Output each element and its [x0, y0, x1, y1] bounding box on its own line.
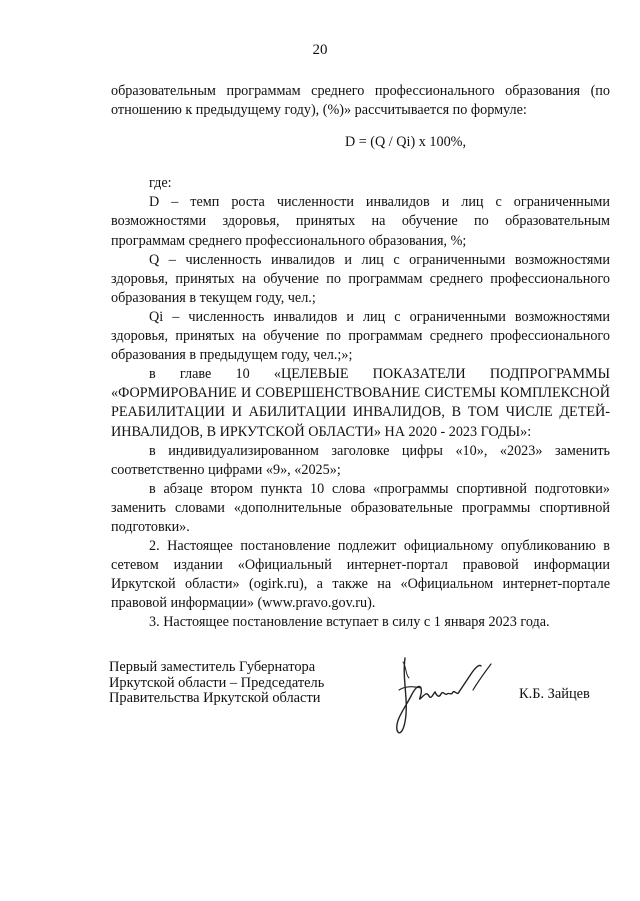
- paragraph-continuation: образовательным программам среднего профессионального образования (по отношению к предыдущему году), (%)» рассчитывается по формуле:: [111, 83, 610, 119]
- handwritten-signature: [375, 650, 515, 740]
- signer-name: К.Б. Зайцев: [519, 686, 590, 702]
- formula: D = (Q / Qi) х 100%,: [344, 134, 467, 151]
- paragraph-where: где:: [149, 175, 172, 192]
- definition-qi: Qi – численность инвалидов и лиц с ограниченными возможностями здоровья, принятых на обучение по программам среднего профессионального образования в предыдущем году, чел.;»;: [111, 308, 610, 364]
- signatory-title-line: Правительства Иркутской области: [109, 690, 321, 707]
- paragraph-chapter-10: в главе 10 «ЦЕЛЕВЫЕ ПОКАЗАТЕЛИ ПОДПРОГРАММЫ «ФОРМИРОВАНИЕ И СОВЕРШЕНСТВОВАНИЕ СИСТЕМЫ КОМПЛЕКСНОЙ РЕАБИЛИТАЦИИ И АБИЛИТАЦИИ ИНВАЛИДОВ, В ТОМ ЧИСЛЕ ДЕТЕЙ-ИНВАЛИДОВ, В ИРКУТСКОЙ ОБЛАСТИ» НА 2020 - 2023 ГОДЫ»:: [111, 366, 610, 440]
- signatory-title-line: Иркутской области – Председатель: [109, 674, 325, 691]
- signatory-title-line: Первый заместитель Губернатора: [109, 659, 316, 675]
- definition-q: Q – численность инвалидов и лиц с ограниченными возможностями здоровья, принятых на обучение по программам среднего профессионального образования в текущем году, чел.;: [111, 251, 610, 306]
- paragraph-heading-change: в индивидуализированном заголовке цифры «10», «2023» заменить соответственно цифрами «9», «2025»;: [111, 442, 610, 478]
- paragraph-effective-date: 3. Настоящее постановление вступает в силу с 1 января 2023 года.: [149, 614, 550, 631]
- paragraph-item-10-change: в абзаце втором пункта 10 слова «программы спортивной подготовки» заменить словами «дополнительные образовательные программы спортивной подготовки».: [111, 480, 610, 535]
- paragraph-publication: 2. Настоящее постановление подлежит официальному опубликованию в сетевом издании «Официальный интернет-портал правовой информации Иркутской области» (ogirk.ru), а также на «Официальном интернет-портале правовой информации» (www.pravo.gov.ru).: [111, 538, 610, 612]
- signatory-title: [109, 660, 349, 707]
- page-number: 20: [312, 42, 328, 58]
- document-body: [111, 82, 610, 633]
- definition-d: D – темп роста численности инвалидов и лиц с ограниченными возможностями здоровья, принятых на обучение по образовательным программам среднего профессионального образования, %;: [111, 194, 610, 249]
